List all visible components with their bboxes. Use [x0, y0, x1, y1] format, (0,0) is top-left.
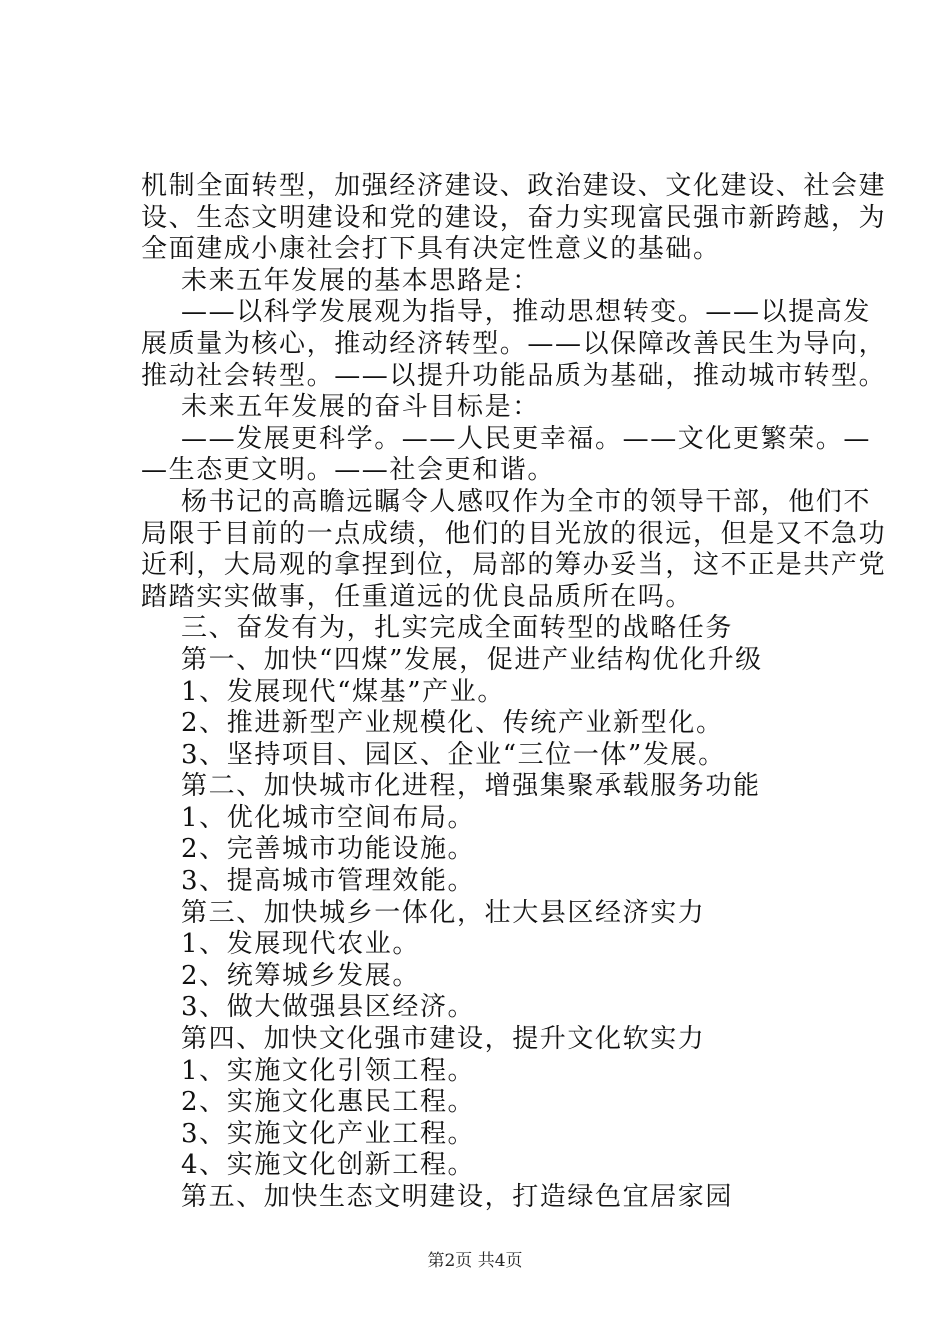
text-line: 设、生态文明建设和党的建设，奋力实现富民强市新跨越，为: [141, 202, 887, 233]
text-line: —生态更文明。——社会更和谐。: [141, 455, 556, 486]
text-line: 未来五年发展的基本思路是：: [181, 265, 540, 296]
list-item: 3、提高城市管理效能。: [181, 866, 476, 897]
section-heading: 三、奋发有为，扎实完成全面转型的战略任务: [181, 613, 734, 644]
list-item: 1、优化城市空间布局。: [181, 802, 476, 833]
text-line: 机制全面转型，加强经济建设、政治建设、文化建设、社会建: [141, 171, 887, 201]
text-line: 未来五年发展的奋斗目标是：: [181, 392, 540, 423]
text-line: 近利，大局观的拿捏到位，局部的筹办妥当，这不正是共产党: [141, 550, 887, 581]
document-body: [141, 171, 887, 1214]
text-line: ——以科学发展观为指导，推动思想转变。——以提高发: [181, 297, 872, 328]
text-line: ——发展更科学。——人民更幸福。——文化更繁荣。—: [181, 423, 872, 454]
list-item: 3、做大做强县区经济。: [181, 992, 476, 1023]
subsection-heading: 第四、加快文化强市建设，提升文化软实力: [181, 1024, 706, 1055]
page-number-footer: 第2页 共4页: [427, 1251, 523, 1271]
list-item: 3、坚持项目、园区、企业“三位一体”发展。: [181, 739, 726, 770]
list-item: 1、发展现代农业。: [181, 929, 420, 960]
list-item: 2、统筹城乡发展。: [181, 960, 420, 991]
text-line: 推动社会转型。——以提升功能品质为基础，推动城市转型。: [141, 360, 887, 391]
text-line: 局限于目前的一点成绩，他们的目光放的很远，但是又不急功: [141, 518, 887, 549]
text-line: 杨书记的高瞻远瞩令人感叹作为全市的领导干部，他们不: [181, 486, 872, 517]
subsection-heading: 第二、加快城市化进程，增强集聚承载服务功能: [181, 771, 761, 802]
subsection-heading: 第三、加快城乡一体化，壮大县区经济实力: [181, 897, 706, 928]
list-item: 1、发展现代“煤基”产业。: [181, 676, 505, 707]
list-item: 2、推进新型产业规模化、传统产业新型化。: [181, 708, 724, 739]
subsection-heading: 第五、加快生态文明建设，打造绿色宜居家园: [181, 1182, 734, 1212]
list-item: 2、实施文化惠民工程。: [181, 1087, 476, 1118]
subsection-heading: 第一、加快“四煤”发展，促进产业结构优化升级: [181, 644, 763, 675]
list-item: 1、实施文化引领工程。: [181, 1055, 476, 1086]
list-item: 3、实施文化产业工程。: [181, 1118, 476, 1149]
text-line: 踏踏实实做事，任重道远的优良品质所在吗。: [141, 581, 694, 612]
text-line: 展质量为核心，推动经济转型。——以保障改善民生为导向，: [141, 328, 887, 359]
list-item: 2、完善城市功能设施。: [181, 834, 476, 865]
text-line: 全面建成小康社会打下具有决定性意义的基础。: [141, 234, 721, 265]
list-item: 4、实施文化创新工程。: [181, 1150, 476, 1181]
